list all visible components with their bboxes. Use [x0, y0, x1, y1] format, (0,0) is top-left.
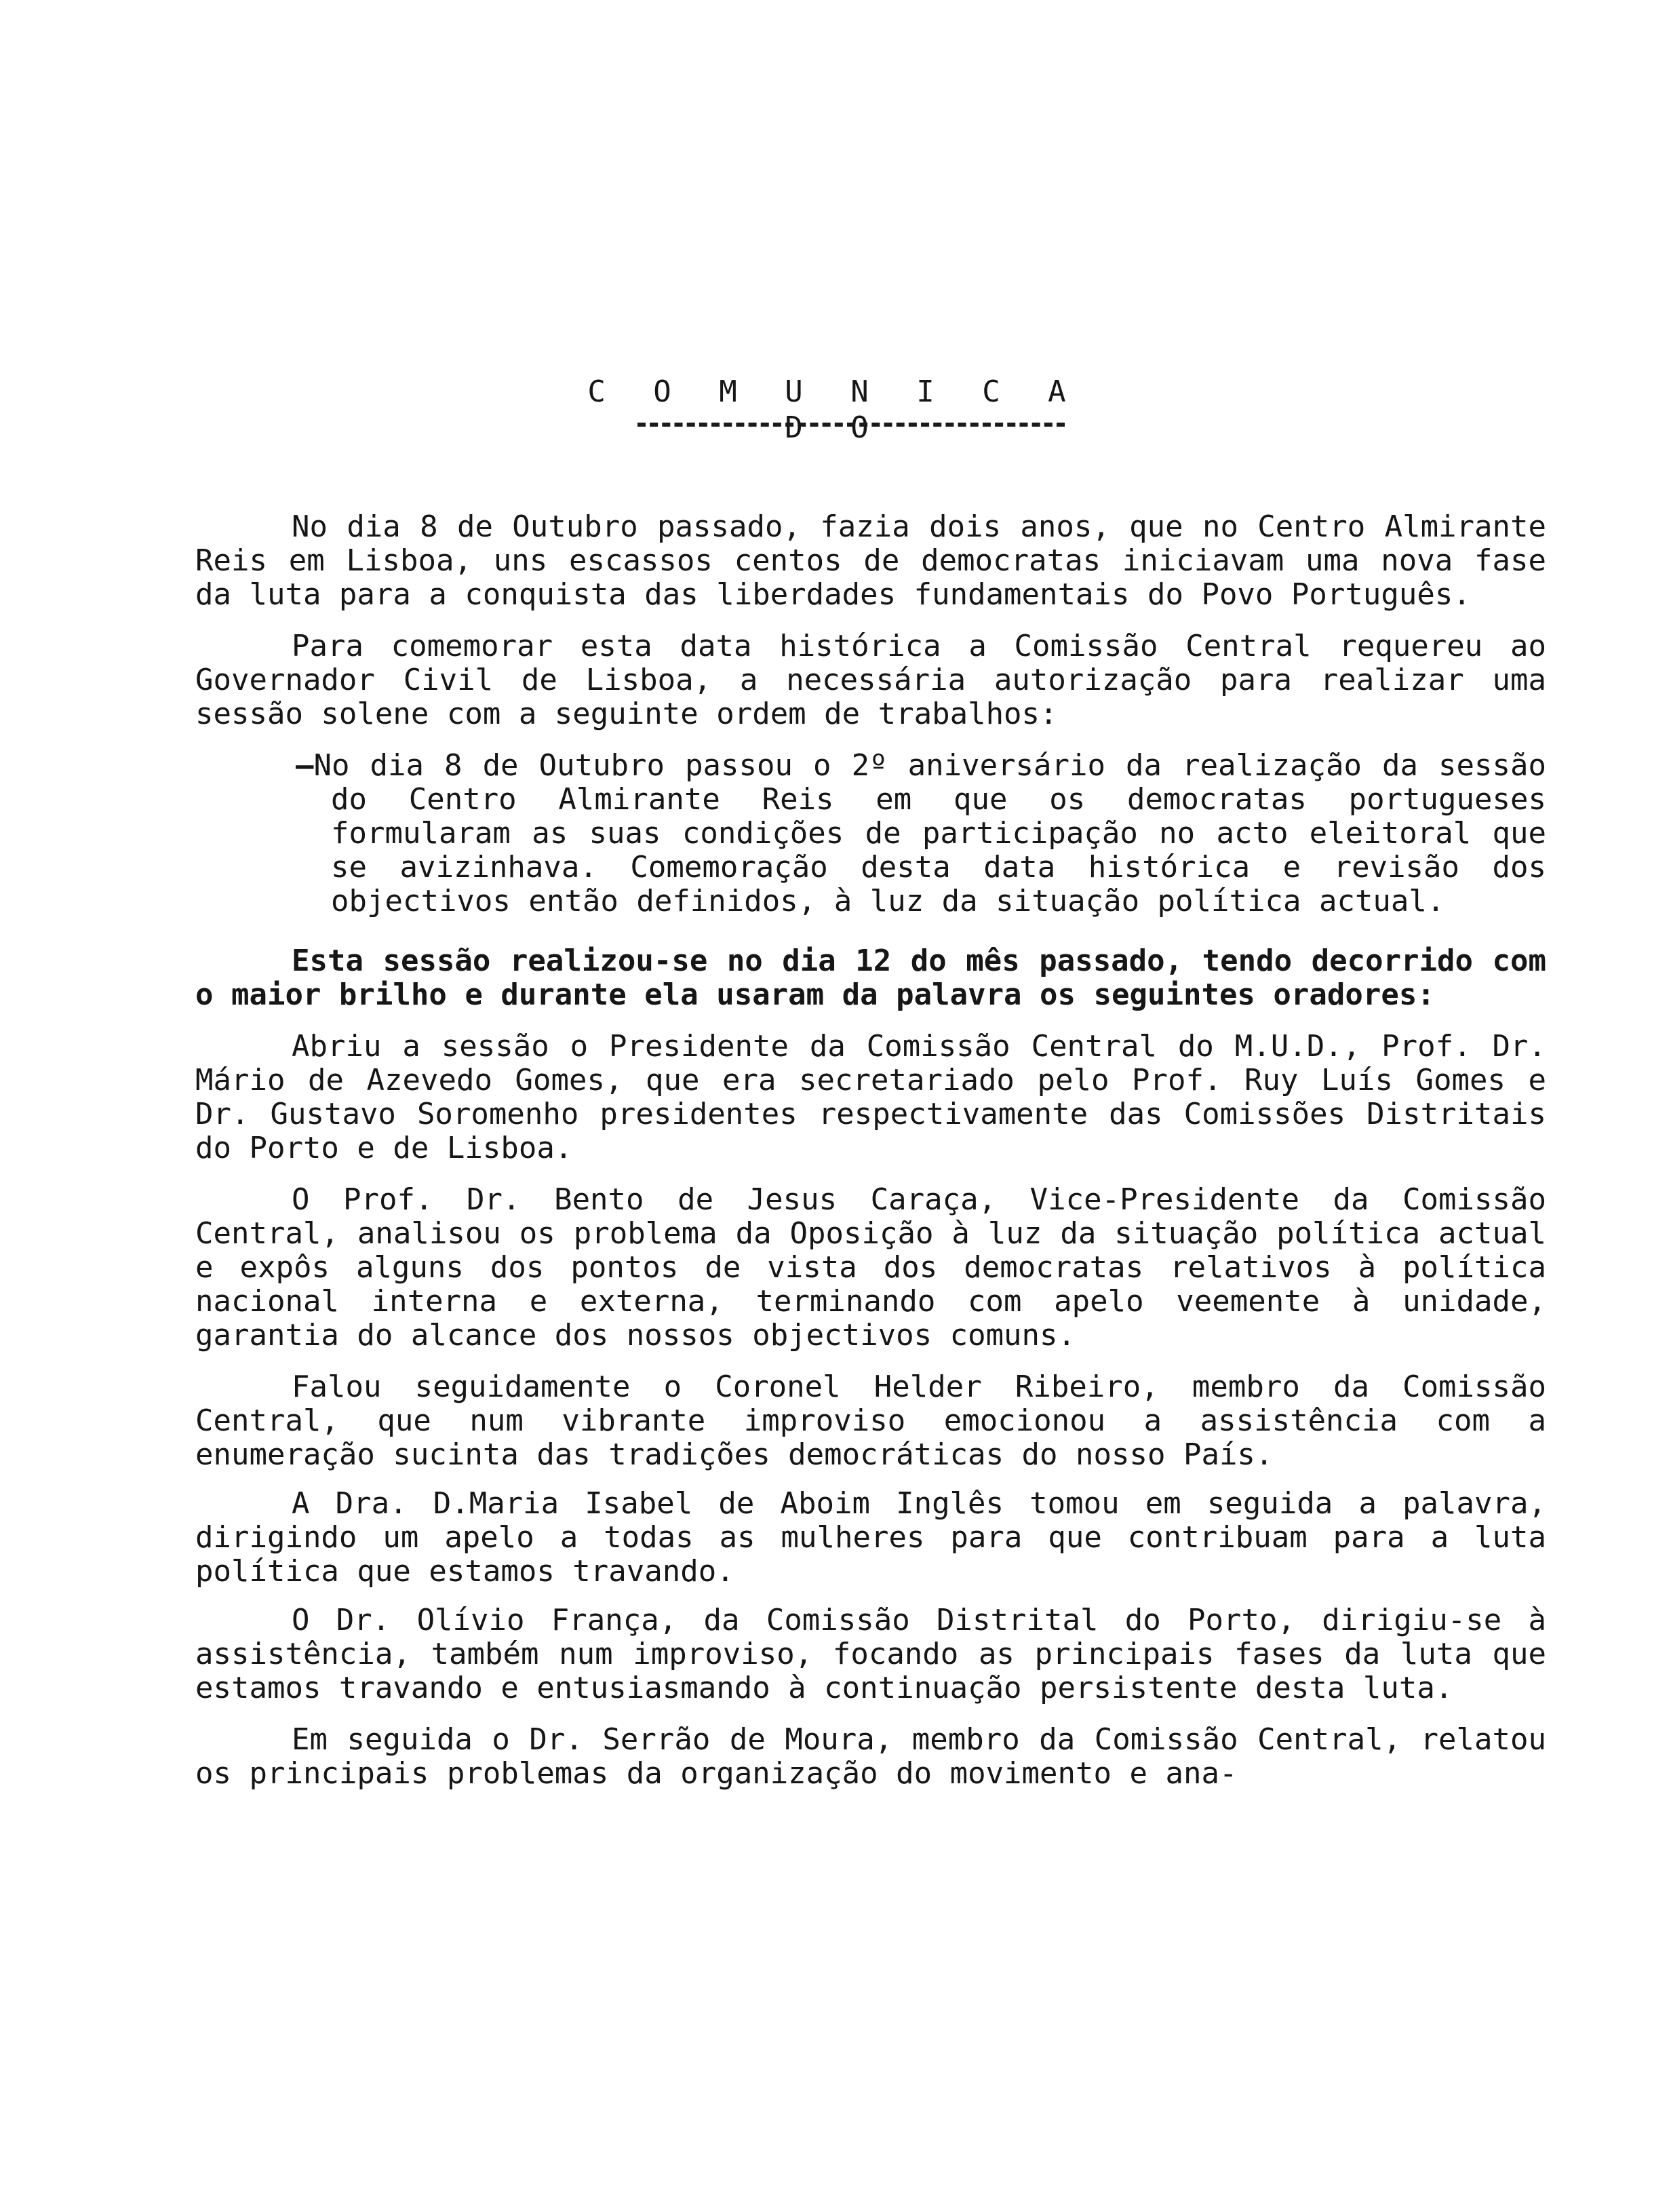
- title-underline: [637, 423, 1065, 427]
- paragraph-ingles: A Dra. D.Maria Isabel de Aboim Inglês tomou em seguida a palavra, dirigindo um apelo a todas as mulheres para que contribuam para a luta política que estamos travando.: [195, 1486, 1546, 1589]
- paragraph-caraca: O Prof. Dr. Bento de Jesus Caraça, Vice-Presidente da Comissão Central, analisou os problema da Oposição à luz da situação política actual e expôs alguns dos pontos de vista dos democratas relativos à política nacional interna e externa, terminando com apelo veemente à unidade, garantia do alcance dos nossos objectivos comuns.: [195, 1182, 1546, 1353]
- document-body: [195, 510, 1546, 1808]
- agenda-item: [296, 749, 1546, 918]
- agenda-dash: —: [296, 748, 314, 783]
- paragraph-moura: Em seguida o Dr. Serrão de Moura, membro da Comissão Central, relatou os principais problemas da organização do movimento e ana-: [195, 1722, 1546, 1791]
- paragraph-request: Para comemorar esta data histórica a Comissão Central requereu ao Governador Civil de Lisboa, a necessária autorização para realizar uma sessão solene com a seguinte ordem de trabalhos:: [195, 629, 1546, 731]
- document-title: C O M U N I C A D O: [587, 374, 1081, 445]
- paragraph-opening: Abriu a sessão o Presidente da Comissão Central do M.U.D., Prof. Dr. Mário de Azevedo Gomes, que era secretariado pelo Prof. Ruy Luís Gomes e Dr. Gustavo Soromenho presidentes respectivamente das Comissões Distritais do Porto e de Lisboa.: [195, 1029, 1546, 1165]
- agenda-text: No dia 8 de Outubro passou o 2º aniversário da realização da sessão do Centro Almirante Reis em que os democratas portugueses formularam as suas condições de participação no acto eleitoral que se avizinhava. Comemoração desta data histórica e revisão dos objectivos então definidos, à luz da situação política actual.: [313, 748, 1546, 918]
- paragraph-franca: O Dr. Olívio França, da Comissão Distrital do Porto, dirigiu-se à assistência, também num improviso, focando as principais fases da luta que estamos travando e entusiasmando à continuação persistente desta luta.: [195, 1603, 1546, 1705]
- paragraph-session: Esta sessão realizou-se no dia 12 do mês passado, tendo decorrido com o maior brilho e durante ela usaram da palavra os seguintes oradores:: [195, 944, 1546, 1012]
- paragraph-ribeiro: Falou seguidamente o Coronel Helder Ribeiro, membro da Comissão Central, que num vibrante improviso emocionou a assistência com a enumeração sucinta das tradições democráticas do nosso País.: [195, 1370, 1546, 1472]
- paragraph-intro: No dia 8 de Outubro passado, fazia dois anos, que no Centro Almirante Reis em Lisboa, uns escassos centos de democratas iniciavam uma nova fase da luta para a conquista das liberdades fundamentais do Povo Português.: [195, 509, 1546, 612]
